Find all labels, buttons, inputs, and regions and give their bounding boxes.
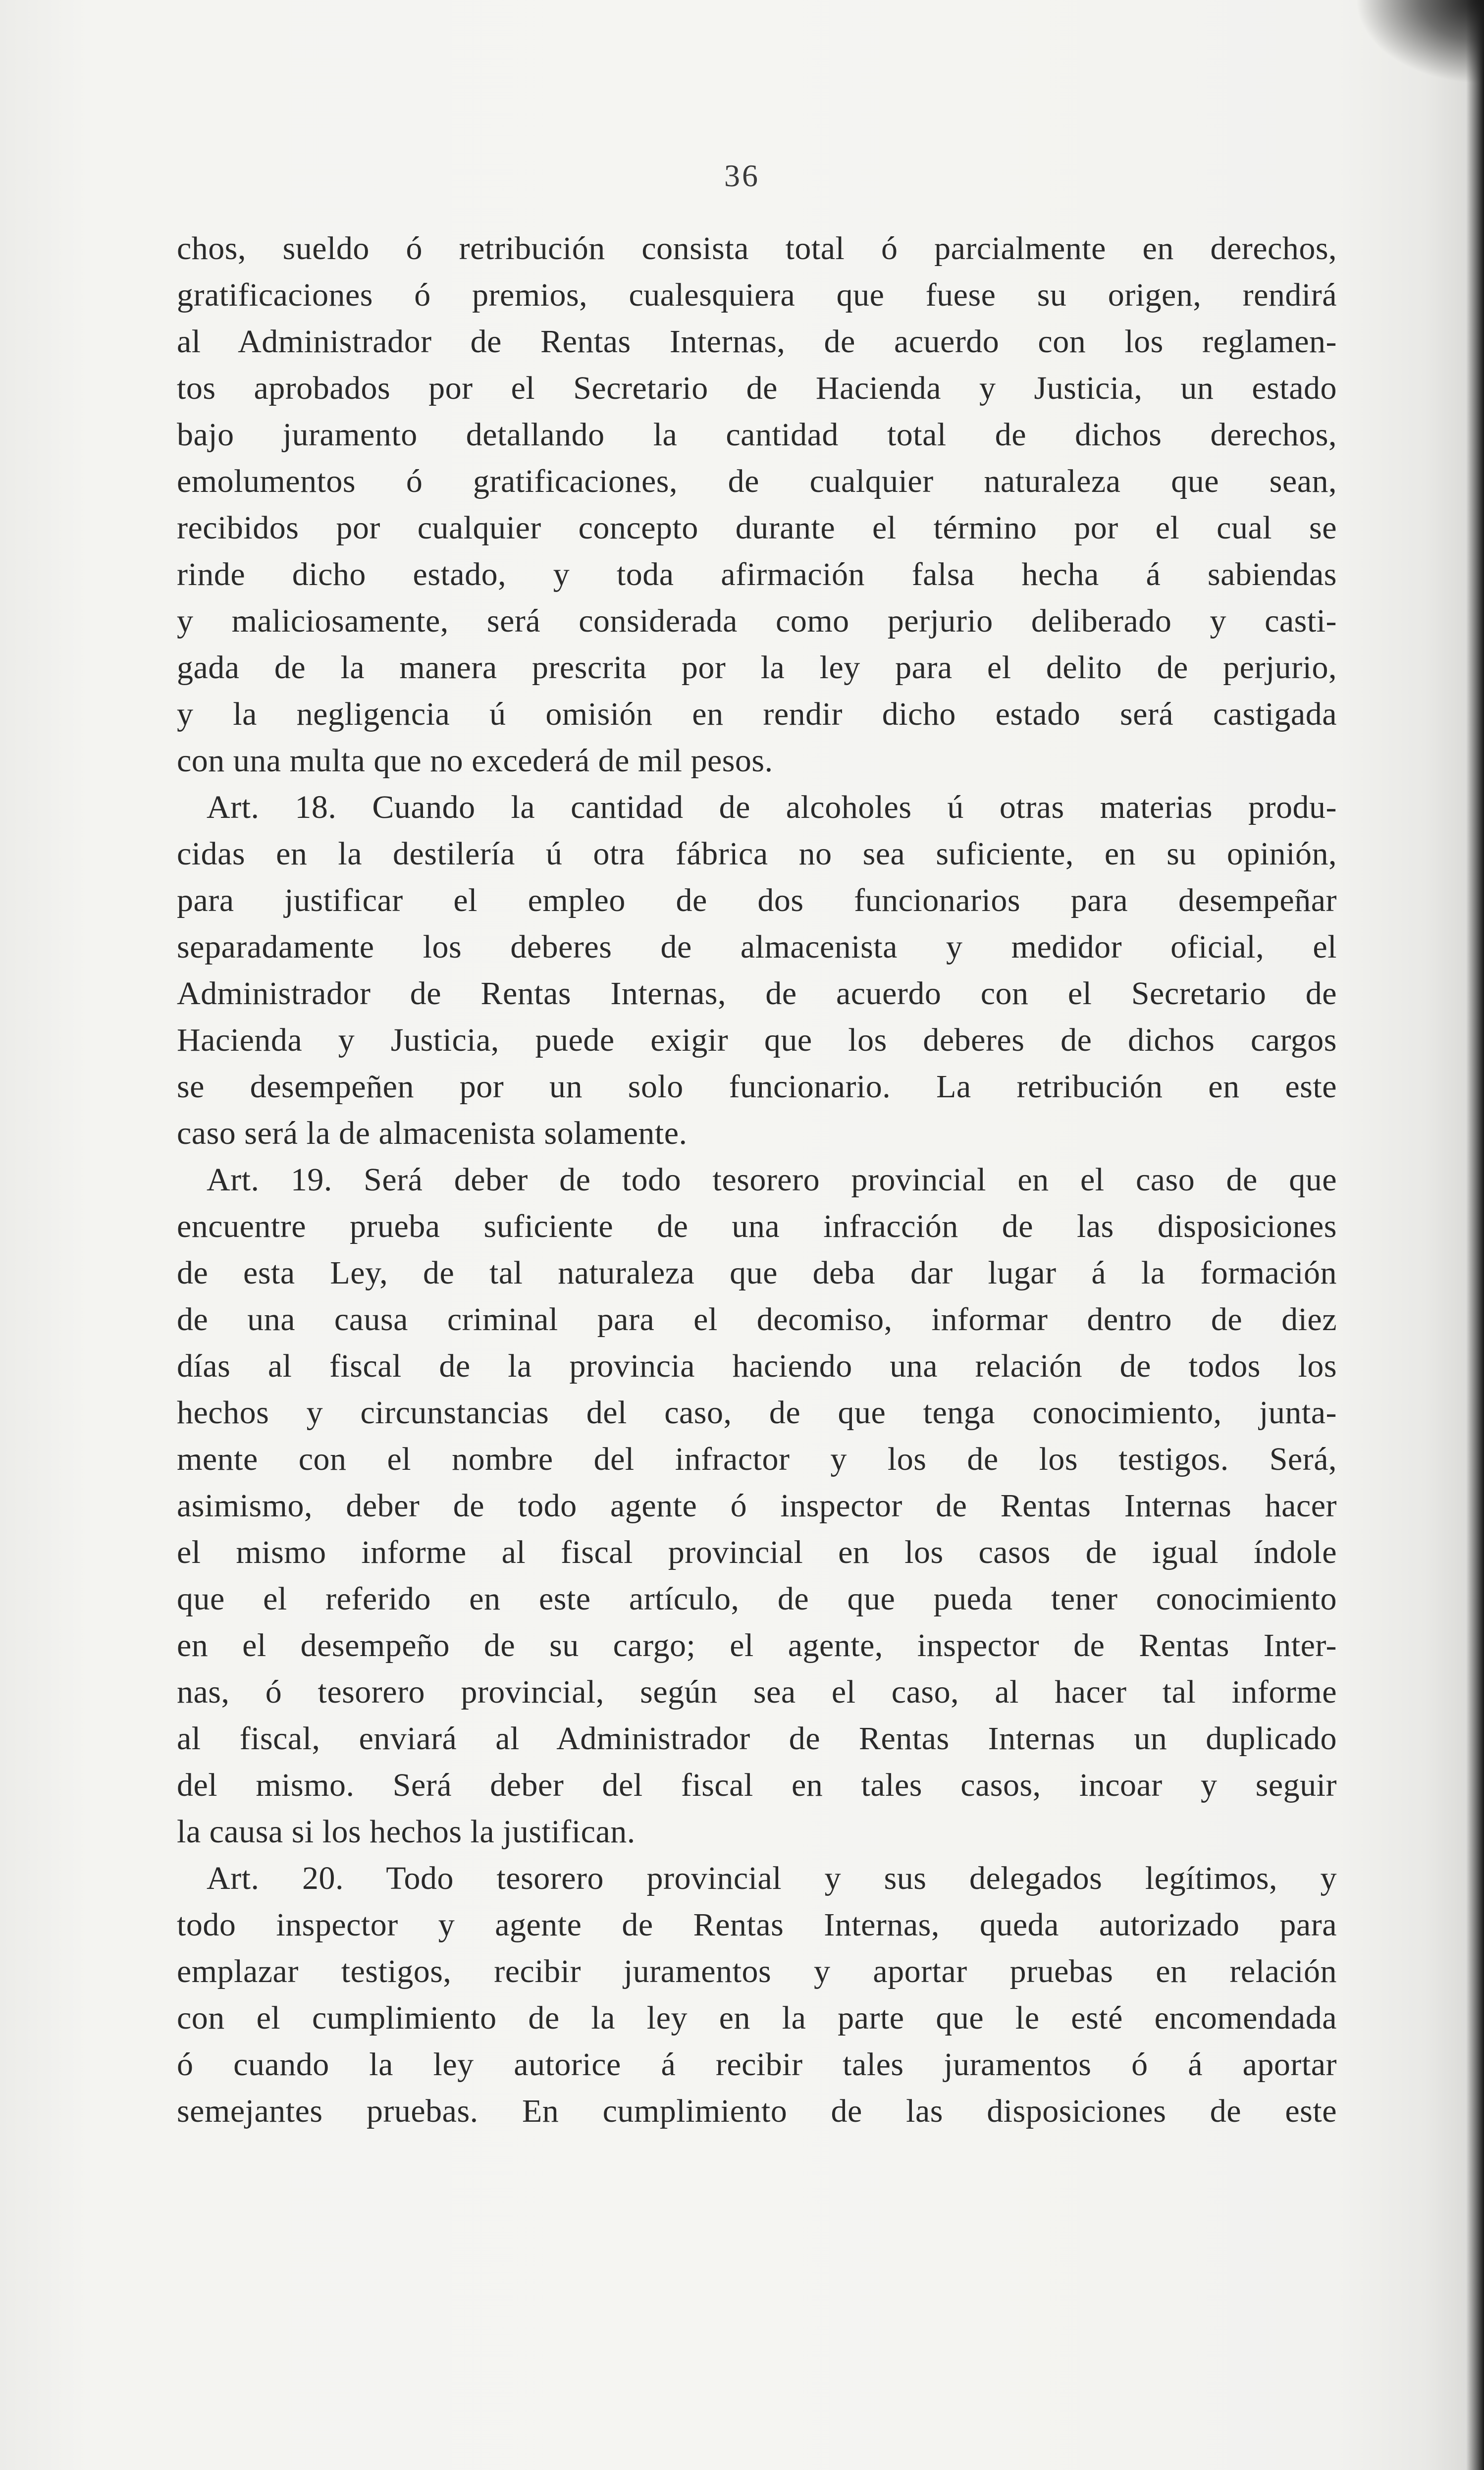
paragraph-continuation [177, 225, 1337, 784]
text-line: al fiscal, enviará al Administrador de Rentas Internas un duplicado [177, 1720, 1337, 1757]
text-line: Hacienda y Justicia, puede exigir que los deberes de dichos cargos [177, 1022, 1337, 1058]
text-line: del mismo. Será deber del fiscal en tales casos, incoar y seguir [177, 1767, 1337, 1803]
text-line: recibidos por cualquier concepto durante el término por el cual se [177, 510, 1337, 546]
body-text [177, 225, 1337, 2135]
text-line: emplazar testigos, recibir juramentos y aportar pruebas en relación [177, 1953, 1337, 1989]
article-18 [177, 784, 1337, 1157]
text-line: al Administrador de Rentas Internas, de acuerdo con los reglamen- [177, 323, 1337, 360]
text-line: Administrador de Rentas Internas, de acuerdo con el Secretario de [177, 975, 1337, 1012]
article-19 [177, 1157, 1337, 1855]
page-edge-shadow [1466, 0, 1484, 2470]
text-line: mente con el nombre del infractor y los de los testigos. Será, [177, 1441, 1337, 1477]
text-line: emolumentos ó gratificaciones, de cualquier naturaleza que sean, [177, 463, 1337, 499]
text-line: se desempeñen por un solo funcionario. La retribución en este [177, 1069, 1337, 1105]
text-line: ó cuando la ley autorice á recibir tales juramentos ó á aportar [177, 2046, 1337, 2083]
article-20 [177, 1855, 1337, 2135]
text-line: con el cumplimiento de la ley en la parte que le esté encomendada [177, 2000, 1337, 2036]
text-line: y maliciosamente, será considerada como perjurio deliberado y casti- [177, 603, 1337, 639]
text-line: bajo juramento detallando la cantidad total de dichos derechos, [177, 417, 1337, 453]
text-line: semejantes pruebas. En cumplimiento de las disposiciones de este [177, 2093, 1337, 2129]
text-line: tos aprobados por el Secretario de Hacienda y Justicia, un estado [177, 370, 1337, 406]
text-line: y la negligencia ú omisión en rendir dicho estado será castigada [177, 696, 1337, 732]
text-line: con una multa que no excederá de mil pesos. [177, 743, 773, 779]
text-line: Art. 19. Será deber de todo tesorero provincial en el caso de que [207, 1162, 1337, 1198]
text-line: hechos y circunstancias del caso, de que tenga conocimiento, junta- [177, 1395, 1337, 1431]
text-line: Art. 20. Todo tesorero provincial y sus delegados legítimos, y [207, 1860, 1337, 1896]
text-line: rinde dicho estado, y toda afirmación falsa hecha á sabiendas [177, 556, 1337, 592]
page-number: 36 [724, 158, 760, 193]
text-line: el mismo informe al fiscal provincial en los casos de igual índole [177, 1534, 1337, 1570]
text-line: de esta Ley, de tal naturaleza que deba dar lugar á la formación [177, 1255, 1337, 1291]
text-line: que el referido en este artículo, de que pueda tener conocimiento [177, 1581, 1337, 1617]
text-line: la causa si los hechos la justifican. [177, 1814, 636, 1850]
page-corner-shadow [1355, 0, 1484, 84]
text-line: gada de la manera prescrita por la ley para el delito de perjurio, [177, 649, 1337, 686]
text-line: encuentre prueba suficiente de una infracción de las disposiciones [177, 1208, 1337, 1244]
text-line: separadamente los deberes de almacenista y medidor oficial, el [177, 929, 1337, 965]
text-line: Art. 18. Cuando la cantidad de alcoholes ú otras materias produ- [207, 789, 1337, 825]
text-line: caso será la de almacenista solamente. [177, 1115, 688, 1151]
text-line: en el desempeño de su cargo; el agente, inspector de Rentas Inter- [177, 1627, 1337, 1664]
text-line: todo inspector y agente de Rentas Internas, queda autorizado para [177, 1907, 1337, 1943]
text-line: chos, sueldo ó retribución consista total ó parcialmente en derechos, [177, 230, 1337, 267]
text-line: asimismo, deber de todo agente ó inspector de Rentas Internas hacer [177, 1488, 1337, 1524]
text-line: de una causa criminal para el decomiso, informar dentro de diez [177, 1301, 1337, 1338]
text-line: días al fiscal de la provincia haciendo una relación de todos los [177, 1348, 1337, 1384]
text-line: para justificar el empleo de dos funcionarios para desempeñar [177, 882, 1337, 918]
text-line: gratificaciones ó premios, cualesquiera que fuese su origen, rendirá [177, 277, 1337, 313]
text-line: nas, ó tesorero provincial, según sea el caso, al hacer tal informe [177, 1674, 1337, 1710]
text-line: cidas en la destilería ú otra fábrica no sea suficiente, en su opinión, [177, 836, 1337, 872]
